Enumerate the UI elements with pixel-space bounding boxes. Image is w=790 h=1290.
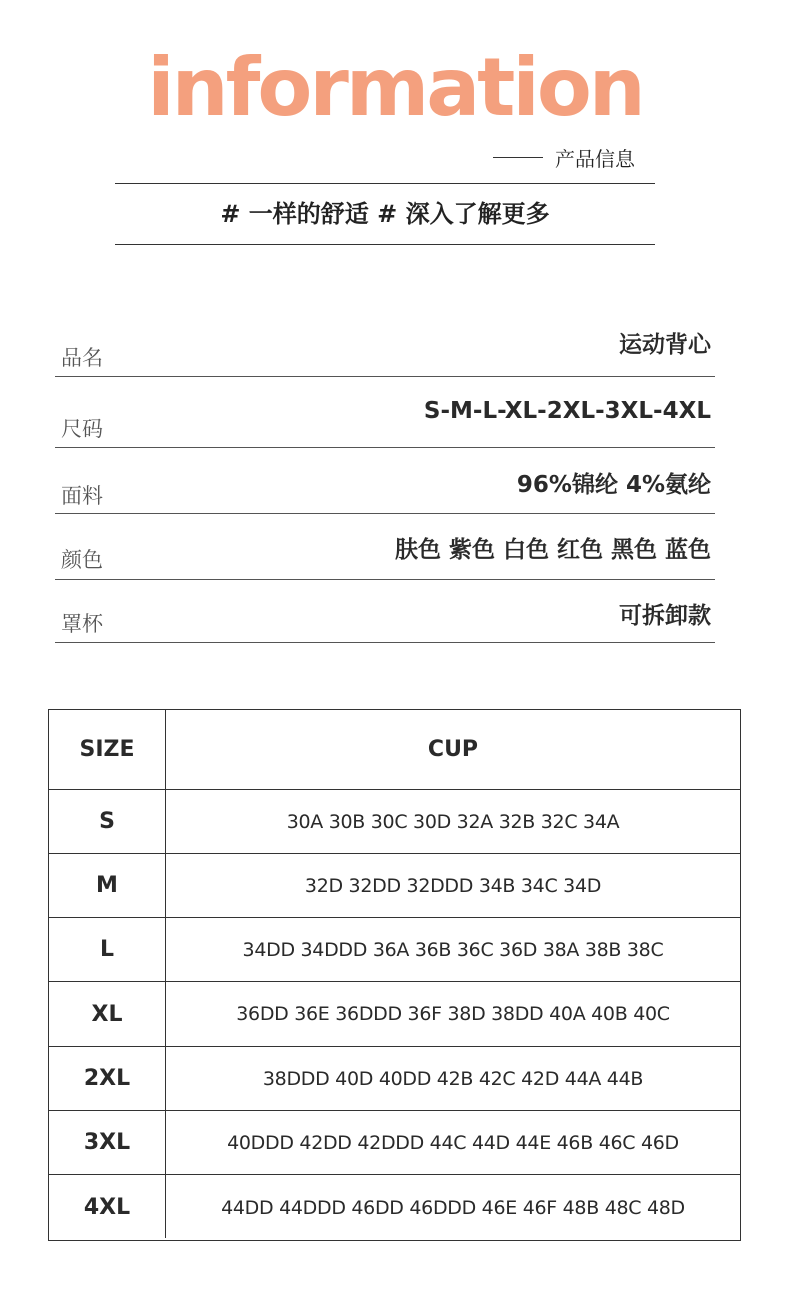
spec-value: 肤色 紫色 白色 红色 黑色 蓝色 [394,537,711,563]
spec-label: 颜色 [61,548,103,572]
size-cell: 4XL [83,1195,131,1220]
size-table [48,709,741,1241]
slogan: # 一样的舒适 # 深入了解更多 [220,200,550,228]
slogan-top-rule [115,183,655,184]
table-row [49,1111,740,1175]
spec-row-fabric [55,448,715,514]
spec-label: 品名 [61,346,103,370]
table-row [49,918,740,982]
table-row [49,790,740,854]
cup-cell: 32D 32DD 32DDD 34B 34C 34D [304,874,602,897]
spec-row-cup [55,580,715,643]
size-cell: S [99,809,115,834]
headline: information [147,41,643,134]
spec-value: 可拆卸款 [619,603,711,629]
spec-row-color [55,514,715,580]
header-cup: CUP [427,737,479,762]
spec-value: 96%锦纶 4%氨纶 [516,472,711,498]
spec-row-name [55,318,715,377]
cup-cell: 36DD 36E 36DDD 36F 38D 38DD 40A 40B 40C [236,1003,670,1025]
size-cell: 3XL [83,1130,131,1155]
spec-label: 面料 [61,484,103,508]
spec-label: 尺码 [61,417,103,441]
spec-row-size [55,377,715,448]
cup-cell: 34DD 34DDD 36A 36B 36C 36D 38A 38B 38C [242,938,664,961]
cup-cell: 30A 30B 30C 30D 32A 32B 32C 34A [286,810,620,833]
table-row [49,854,740,918]
size-cell: 2XL [83,1066,131,1091]
size-cell: M [96,873,118,898]
subtitle-text: 产品信息 [555,146,635,171]
spec-value: 运动背心 [619,332,711,358]
subtitle [493,142,635,172]
subtitle-dash [493,157,543,158]
table-row [49,1175,740,1240]
table-row [49,1047,740,1111]
slogan-bottom-rule [115,244,655,245]
table-row [49,982,740,1047]
table-header-row [49,710,740,790]
header-size: SIZE [79,737,135,762]
cup-cell: 38DDD 40D 40DD 42B 42C 42D 44A 44B [262,1067,644,1090]
spec-value: S-M-L-XL-2XL-3XL-4XL [423,398,711,424]
size-cell: XL [91,1001,123,1027]
cup-cell: 44DD 44DDD 46DD 46DDD 46E 46F 48B 48C 48D [221,1196,685,1219]
size-cell: L [99,937,115,962]
cup-cell: 40DDD 42DD 42DDD 44C 44D 44E 46B 46C 46D [227,1131,679,1154]
spec-label: 罩杯 [61,612,103,636]
